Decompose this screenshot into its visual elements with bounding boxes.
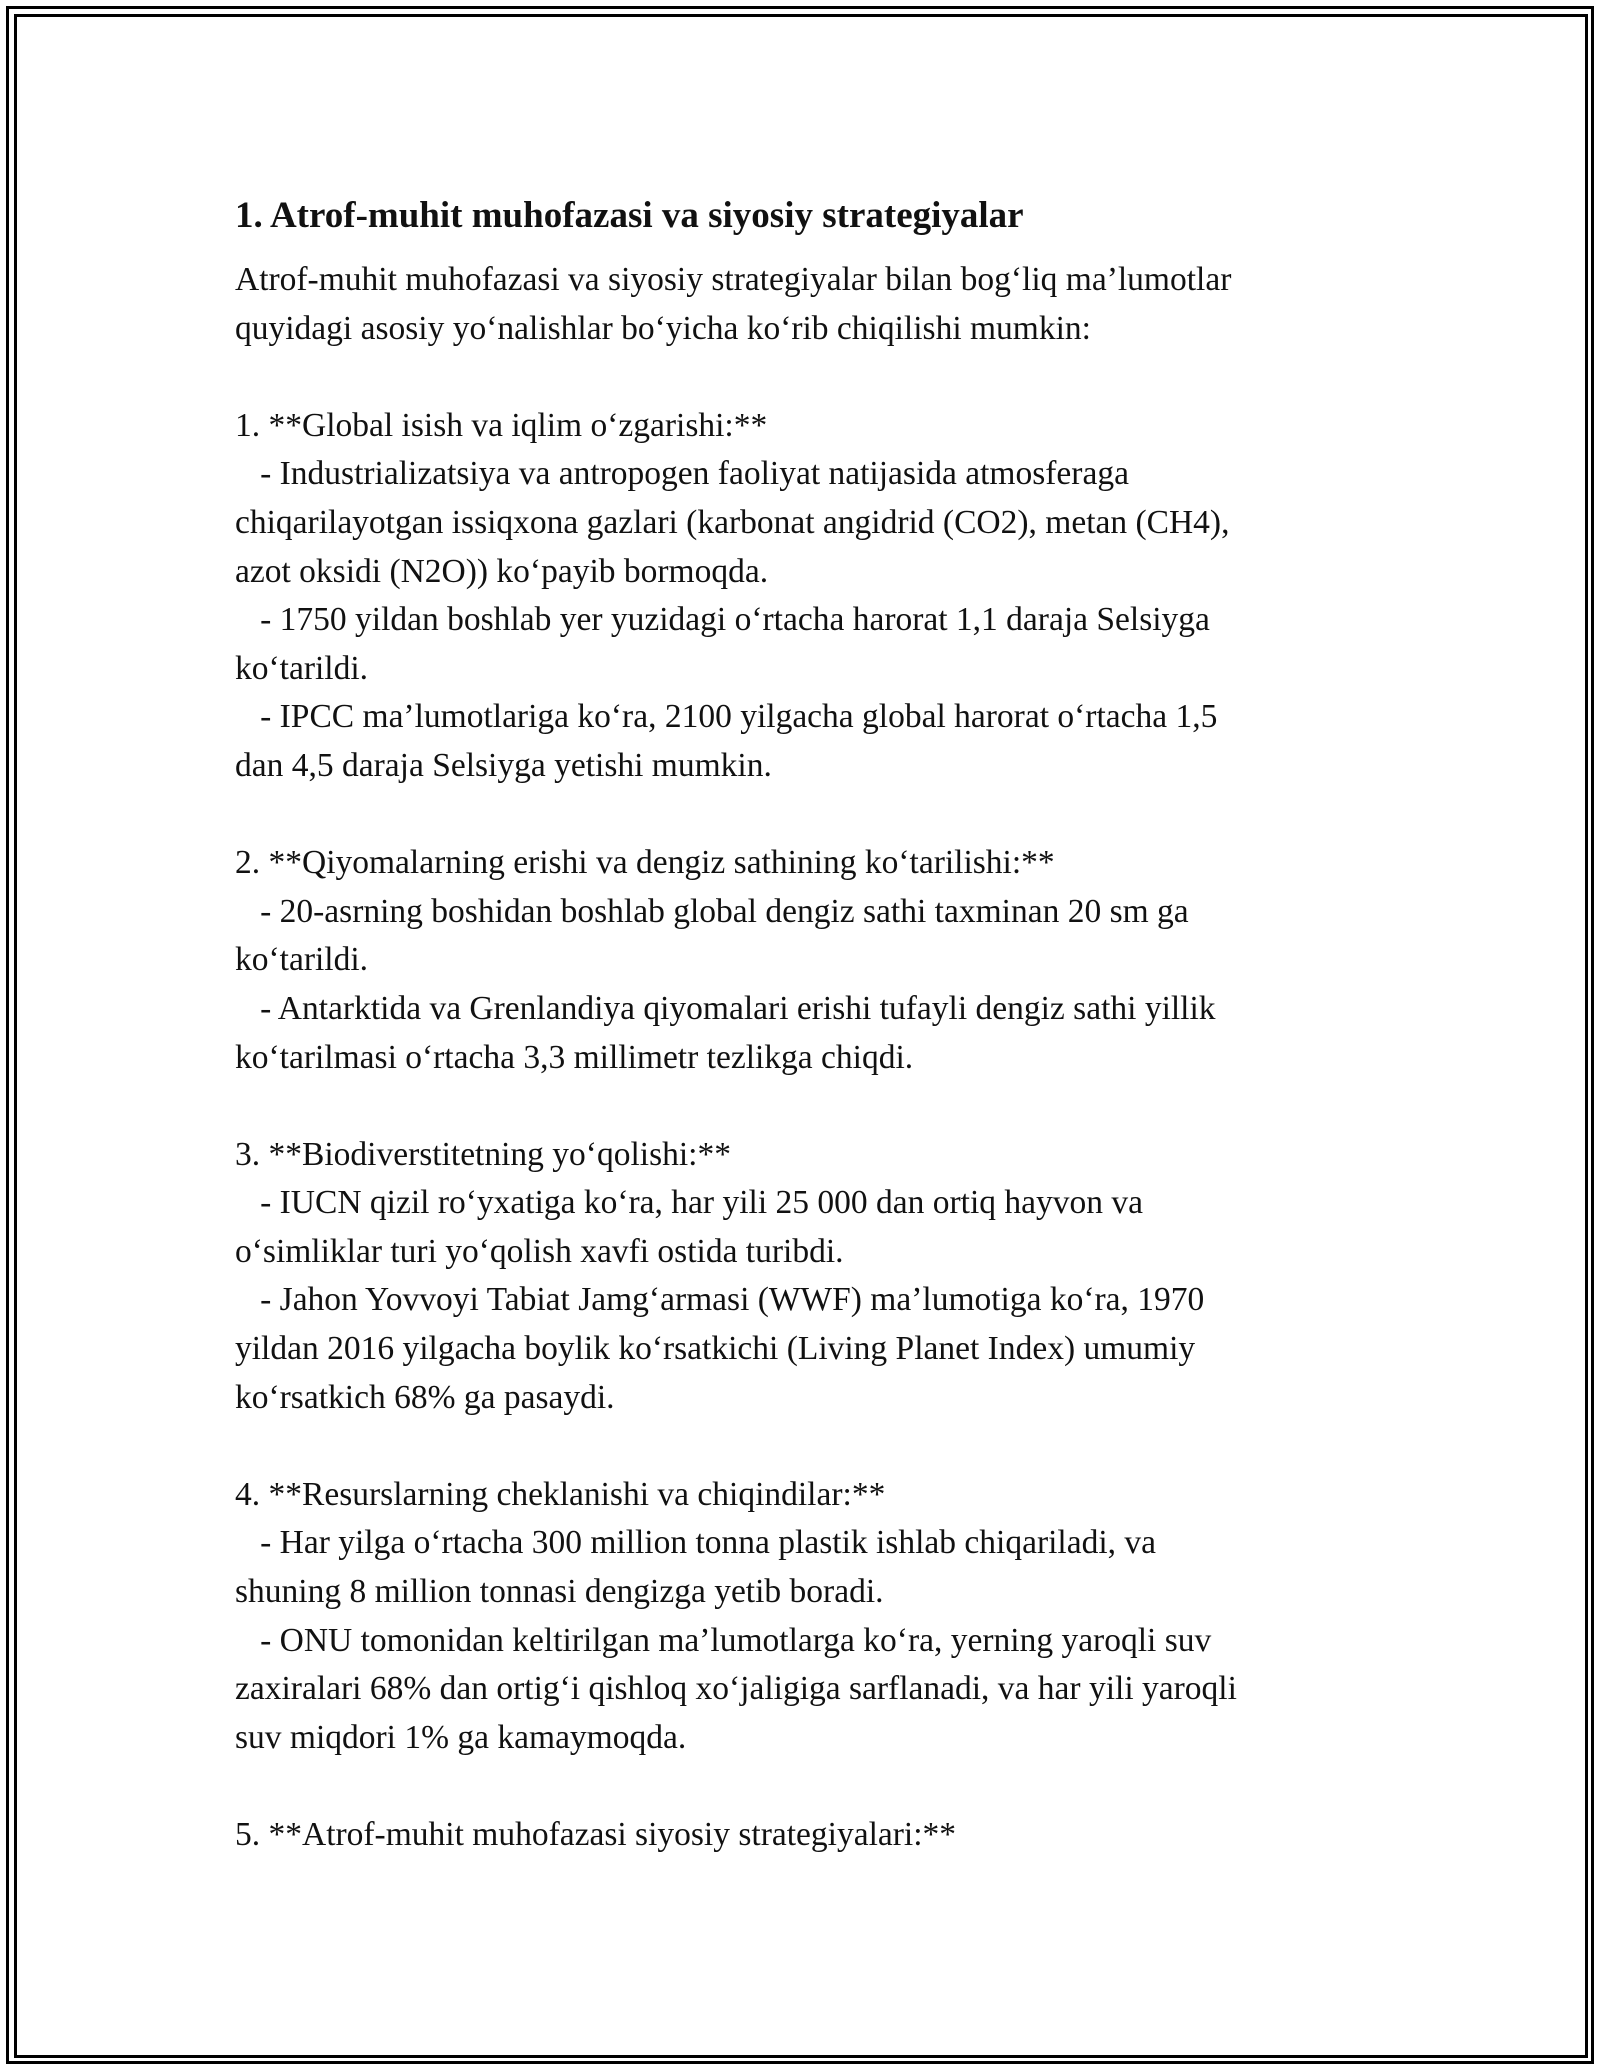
document-body: Atrof-muhit muhofazasi va siyosiy strategiyalar bilan bog‘liq ma’lumotlar quyidagi asosiy yo‘nalishlar bo‘yicha ko‘rib chiqilishi mumkin: 1. **Global isish va iqlim o‘zgarishi:** - Industrializatsiya va antropogen faoliyat natijasida atmosferaga chiqarilayotgan issiqxona gazlari (karbonat angidrid (CO2), metan (CH4), azot oksidi (N2O)) ko‘payib bormoqda. - 1750 yildan boshlab yer yuzidagi o‘rtacha harorat 1,1 daraja Selsiyga ko‘tarildi. - IPCC ma’lumotlariga ko‘ra, 2100 yilgacha global harorat o‘rtacha 1,5 dan 4,5 daraja Selsiyga yetishi mumkin. 2. **Qiyomalarning erishi va dengiz sathining ko‘tarilishi:** - 20-asrning boshidan boshlab global dengiz sathi taxminan 20 sm ga ko‘tarildi. - Antarktida va Grenlandiya qiyomalari erishi tufayli dengiz sathi yillik ko‘tarilmasi o‘rtacha 3,3 millimetr tezlikga chiqdi. 3. **Biodiverstitetning yo‘qolishi:** - IUCN qizil ro‘yxatiga ko‘ra, har yili 25 000 dan ortiq hayvon va o‘simliklar turi yo‘qolish xavfi ostida turibdi. - Jahon Yovvoyi Tabiat Jamg‘armasi (WWF) ma’lumotiga ko‘ra, 1970 yildan 2016 yilgacha boylik ko‘rsatkichi (Living Planet Index) umumiy ko‘rsatkich 68% ga pasaydi. 4. **Resurslarning cheklanishi va chiqindilar:** - Har yilga o‘rtacha 300 million tonna plastik ishlab chiqariladi, va shuning 8 million tonnasi dengizga yetib boradi. - ONU tomonidan keltirilgan ma’lumotlarga ko‘ra, yerning yaroqli suv zaxiralari 68% dan ortig‘i qishloq xo‘jaligiga sarflanadi, va har yili yaroqli suv miqdori 1% ga kamaymoqda. 5. **Atrof-muhit muhofazasi siyosiy strategiyalari:**: [235, 261, 1237, 1853]
document-content: [235, 186, 1375, 1860]
document-title: 1. Atrof-muhit muhofazasi va siyosiy strategiyalar: [235, 195, 1024, 236]
